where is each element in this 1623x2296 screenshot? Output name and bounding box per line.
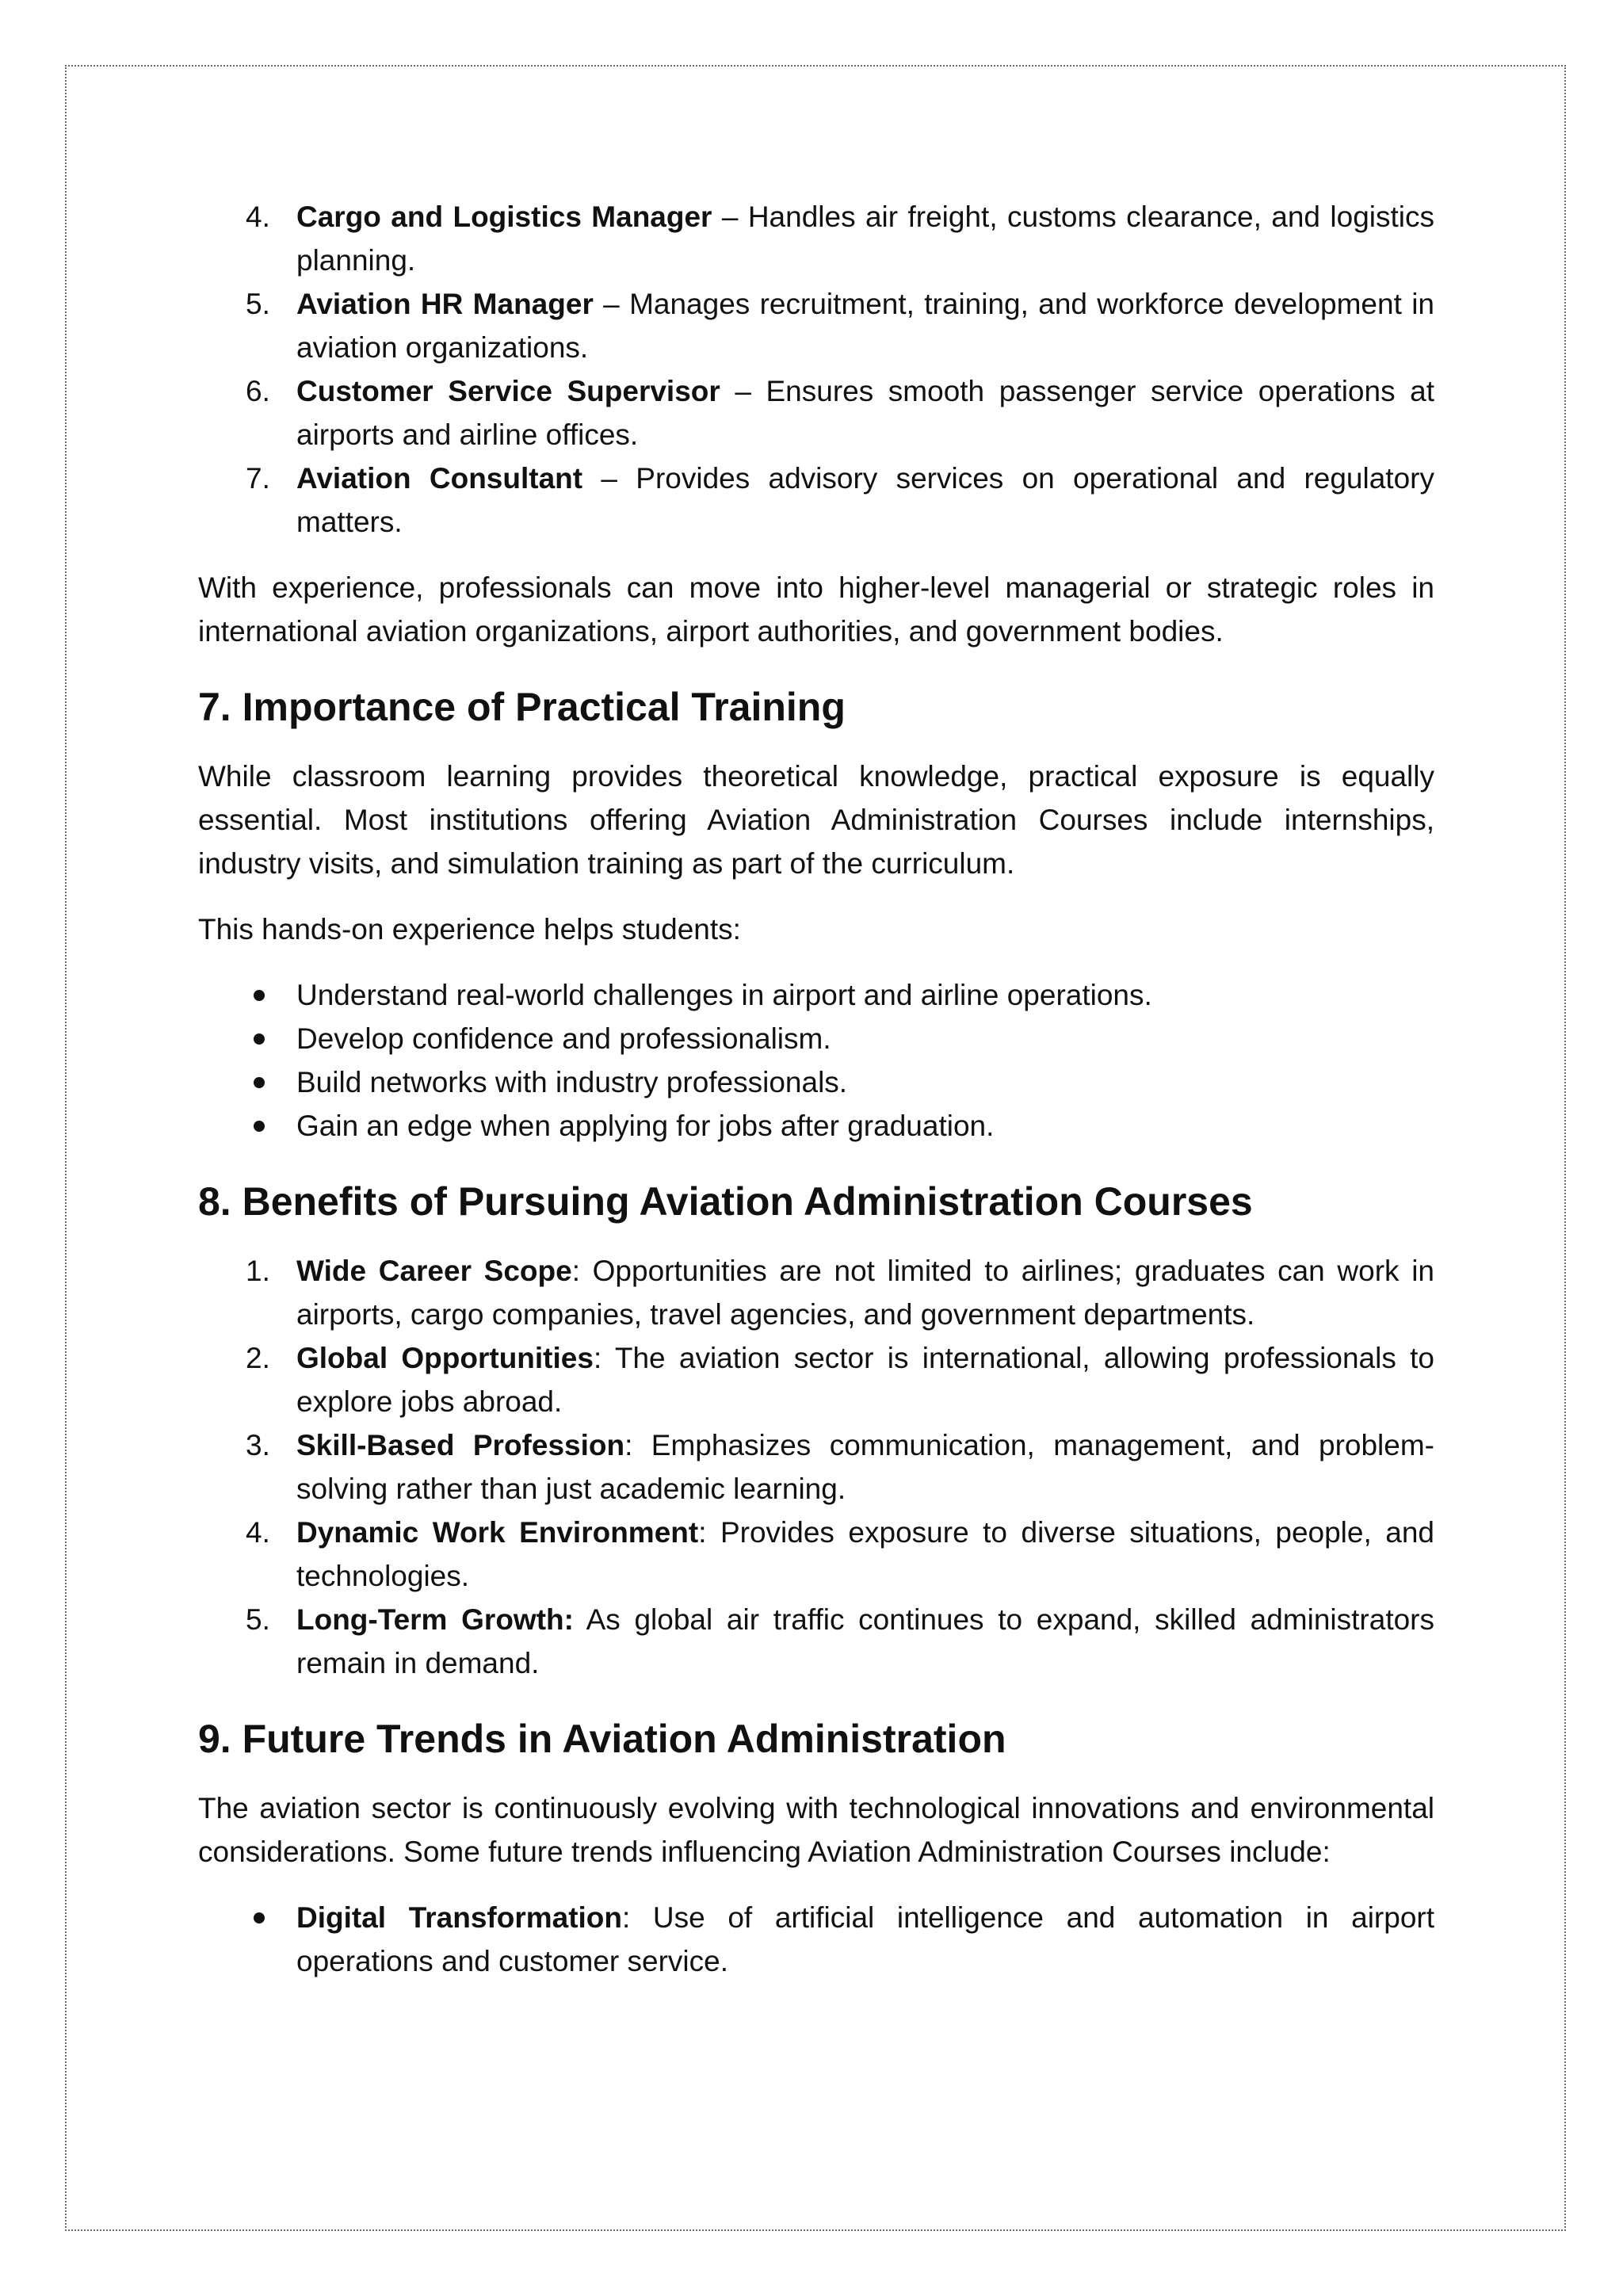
benefit-title: Long-Term Growth: bbox=[296, 1603, 574, 1636]
benefits-list bbox=[198, 1249, 1434, 1685]
role-title: Aviation HR Manager bbox=[296, 288, 594, 320]
benefit-title: Dynamic Work Environment bbox=[296, 1516, 699, 1549]
roles-outro-paragraph: With experience, professionals can move into higher-level managerial or strategic roles in international aviation organizations, airport authorities, and government bodies. bbox=[198, 571, 1434, 648]
role-description: – Ensures smooth passenger service operations at airports and airline offices. bbox=[296, 375, 1435, 451]
document-body bbox=[198, 195, 1434, 1983]
list-number: 6. bbox=[246, 375, 270, 407]
benefit-title: Wide Career Scope bbox=[296, 1255, 572, 1287]
list-number: 2. bbox=[246, 1342, 270, 1374]
trend-title: Digital Transformation bbox=[296, 1901, 623, 1934]
list-item bbox=[198, 1104, 1434, 1148]
list-item bbox=[198, 1336, 1434, 1423]
role-title: Aviation Consultant bbox=[296, 462, 583, 495]
future-trends-list bbox=[198, 1896, 1434, 1983]
benefit-title: Skill-Based Profession bbox=[296, 1429, 625, 1461]
list-item bbox=[198, 195, 1434, 282]
list-item bbox=[198, 1017, 1434, 1060]
list-number: 7. bbox=[246, 462, 270, 495]
role-description: – Provides advisory services on operational and regulatory matters. bbox=[296, 462, 1434, 538]
bullet-icon bbox=[254, 1121, 265, 1132]
role-title: Customer Service Supervisor bbox=[296, 375, 720, 407]
section-9-paragraph: The aviation sector is continuously evolving with technological innovations and environmental considerations. Some future trends influencing Aviation Administration Courses include: bbox=[198, 1792, 1434, 1868]
list-item bbox=[198, 1598, 1434, 1685]
bullet-icon bbox=[254, 1033, 265, 1045]
section-7-intro: This hands-on experience helps students: bbox=[198, 913, 741, 946]
list-number: 1. bbox=[246, 1255, 270, 1287]
role-title: Cargo and Logistics Manager bbox=[296, 201, 712, 233]
benefit-description: : Opportunities are not limited to airlines; graduates can work in airports, cargo companies, travel agencies, and government departments. bbox=[296, 1255, 1435, 1331]
section-7-heading: 7. Importance of Practical Training bbox=[198, 685, 846, 729]
list-item bbox=[198, 1511, 1434, 1598]
bullet-icon bbox=[254, 1077, 265, 1088]
benefit-description: As global air traffic continues to expand, skilled administrators remain in demand. bbox=[296, 1603, 1434, 1679]
list-item bbox=[198, 282, 1434, 369]
benefit-description: : Emphasizes communication, management, and problem-solving rather than just academic learning. bbox=[296, 1429, 1434, 1505]
bullet-text: Gain an edge when applying for jobs after graduation. bbox=[296, 1110, 995, 1142]
list-item bbox=[198, 1423, 1434, 1511]
list-item bbox=[198, 1896, 1434, 1983]
list-number: 5. bbox=[246, 1603, 270, 1636]
list-item bbox=[198, 1249, 1434, 1336]
benefit-description: : The aviation sector is international, allowing professionals to explore jobs abroad. bbox=[296, 1342, 1434, 1418]
role-description: – Manages recruitment, training, and workforce development in aviation organizations. bbox=[296, 288, 1434, 364]
trend-description: : Use of artificial intelligence and automation in airport operations and customer service. bbox=[296, 1901, 1434, 1977]
list-number: 5. bbox=[246, 288, 270, 320]
list-number: 3. bbox=[246, 1429, 270, 1461]
list-item bbox=[198, 1060, 1434, 1104]
benefit-description: : Provides exposure to diverse situations, people, and technologies. bbox=[296, 1516, 1434, 1592]
bullet-icon bbox=[254, 1912, 265, 1924]
bullet-text: Understand real-world challenges in airport and airline operations. bbox=[296, 979, 1152, 1011]
bullet-text: Develop confidence and professionalism. bbox=[296, 1022, 831, 1055]
section-7-paragraph: While classroom learning provides theoretical knowledge, practical exposure is equally essential. Most institutions offering Aviation Administration Courses include internships, industry visits, and simulation training as part of the curriculum. bbox=[198, 760, 1434, 880]
list-number: 4. bbox=[246, 1516, 270, 1549]
bullet-icon bbox=[254, 990, 265, 1001]
role-description: – Handles air freight, customs clearance, and logistics planning. bbox=[296, 201, 1434, 277]
training-benefits-list bbox=[198, 973, 1434, 1148]
section-9-heading: 9. Future Trends in Aviation Administration bbox=[198, 1717, 1006, 1761]
list-item bbox=[198, 973, 1434, 1017]
roles-list bbox=[198, 195, 1434, 544]
bullet-text: Build networks with industry professionals. bbox=[296, 1066, 848, 1098]
section-8-heading: 8. Benefits of Pursuing Aviation Administration Courses bbox=[198, 1179, 1253, 1224]
list-item bbox=[198, 369, 1434, 457]
list-item bbox=[198, 457, 1434, 544]
benefit-title: Global Opportunities bbox=[296, 1342, 594, 1374]
list-number: 4. bbox=[246, 201, 270, 233]
